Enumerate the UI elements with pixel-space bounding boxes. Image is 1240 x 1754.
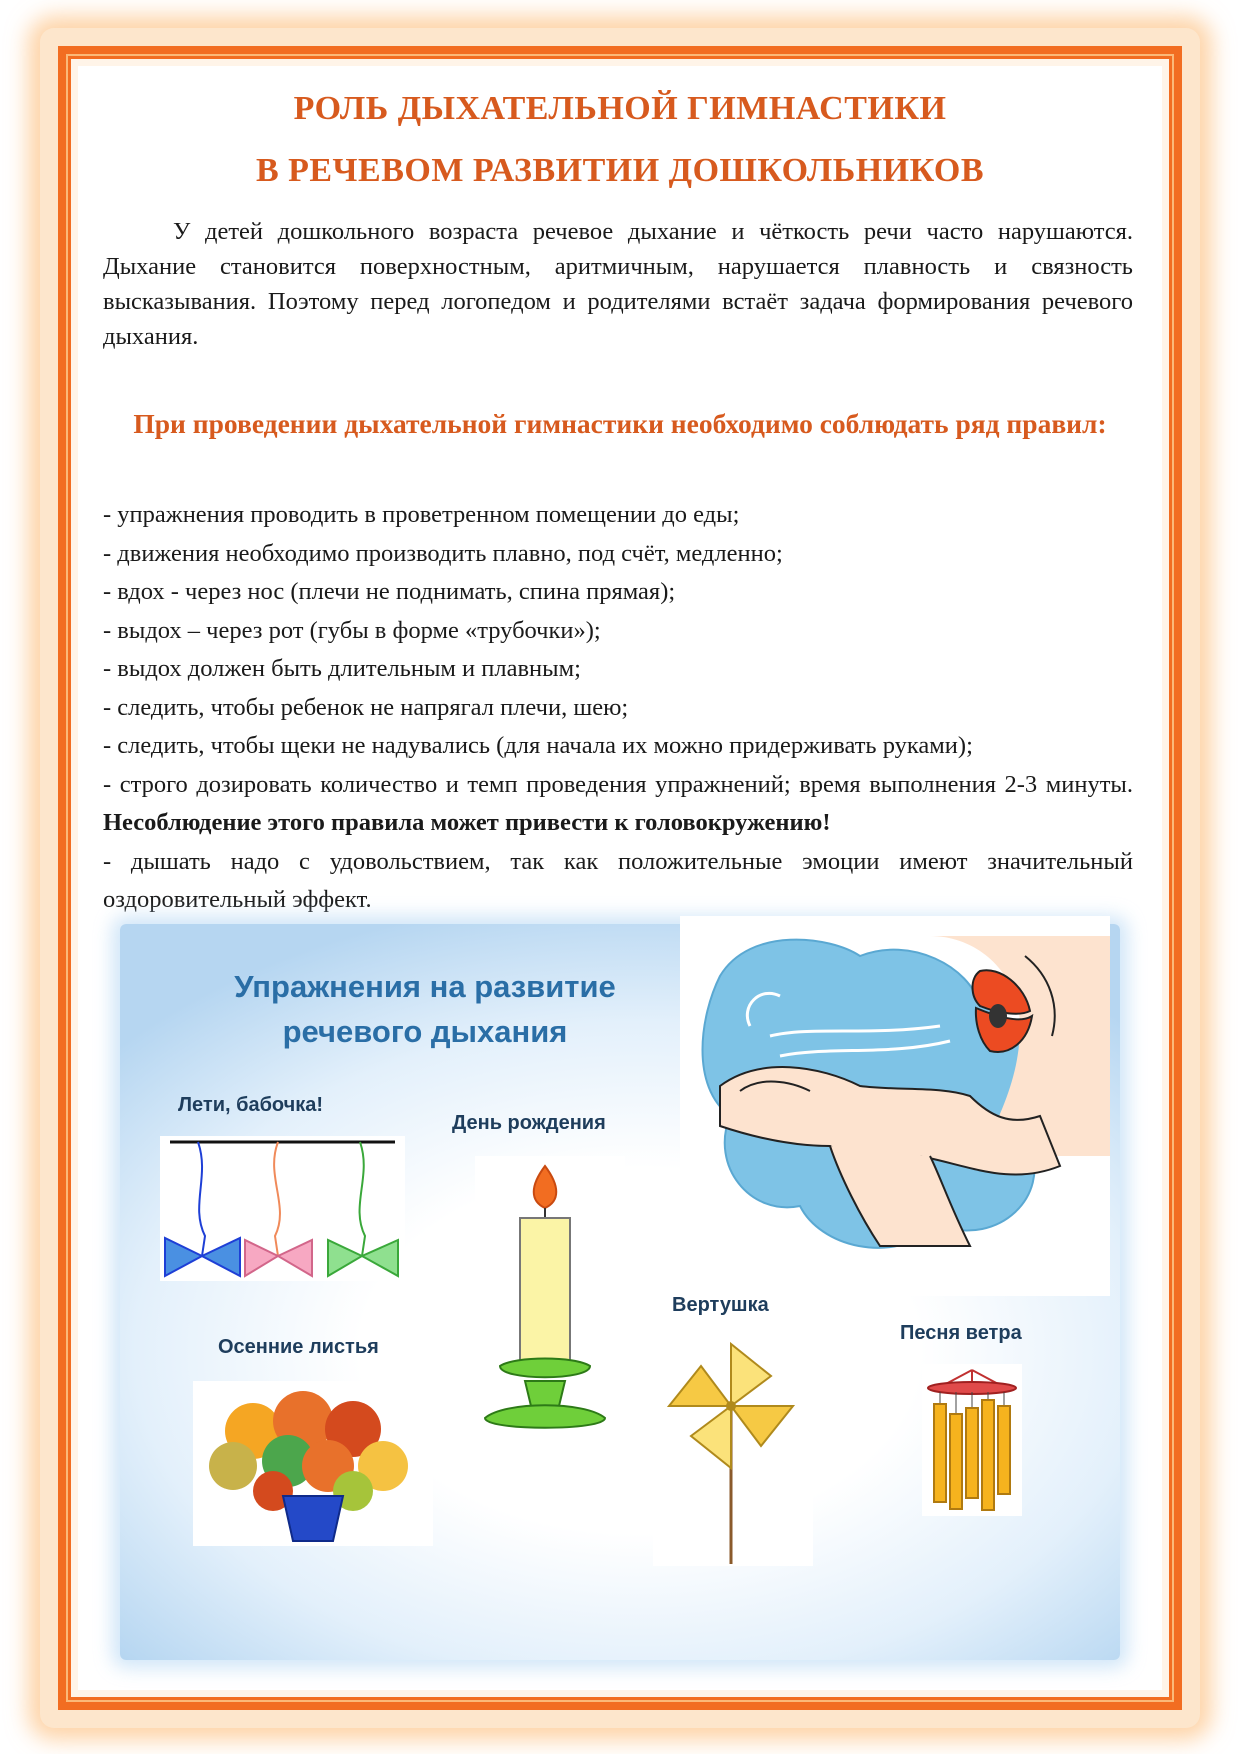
poster-title-line-2: В РЕЧЕВОМ РАЗВИТИИ ДОШКОЛЬНИКОВ xyxy=(255,152,985,189)
rule-item: - дышать надо с удовольствием, так как положительные эмоции имеют значительный оздоровительный эффект. xyxy=(103,847,1133,913)
exercise-label-autumn: Осенние листья xyxy=(218,1336,379,1358)
rule-item: - выдох должен быть длительным и плавным; xyxy=(103,655,581,682)
pinwheel-icon xyxy=(653,1336,813,1566)
exercise-label-birthday: День рождения xyxy=(452,1112,606,1134)
exercise-label-pinwheel: Вертушка xyxy=(672,1294,769,1316)
rule-item: - упражнения проводить в проветренном помещении до еды; xyxy=(103,501,740,528)
poster-content xyxy=(78,66,1162,1690)
exercise-label-wind-song: Песня ветра xyxy=(900,1322,1022,1344)
blowing-on-palm-icon xyxy=(680,916,1110,1296)
rule-item: - движения необходимо производить плавно, под счёт, медленно; xyxy=(103,539,783,567)
intro-paragraph: У детей дошкольного возраста речевое дыхание и чёткость речи часто нарушаются. Дыхание становится поверхностным, аритмичным, нарушается плавность и связность высказывания. Поэтому перед логопедом и родителями встаёт задача формирования речевого дыхания. xyxy=(103,218,1133,350)
rule-item: - следить, чтобы щеки не надувались (для начала их можно придерживать руками); xyxy=(103,732,973,759)
rules-list xyxy=(103,496,1133,920)
rule-dosage-text: - строго дозировать количество и темп проведения упражнений; время выполнения 2-3 минуты. xyxy=(103,770,1133,798)
candle-icon xyxy=(475,1156,625,1436)
poster-title-line-1: РОЛЬ ДЫХАТЕЛЬНОЙ ГИМНАСТИКИ xyxy=(293,90,947,127)
rule-item-dosage xyxy=(103,766,1133,843)
wind-chime-icon xyxy=(922,1364,1022,1516)
rule-item: - следить, чтобы ребенок не напрягал плечи, шею; xyxy=(103,693,629,721)
rule-item: - выдох – через рот (губы в форме «трубочки»); xyxy=(103,616,601,644)
rule-dosage-warning: Несоблюдение этого правила может привести к головокружению! xyxy=(103,809,831,836)
autumn-leaves-icon xyxy=(193,1381,433,1546)
exercise-label-butterfly: Лети, бабочка! xyxy=(178,1094,324,1116)
exercises-panel xyxy=(120,924,1120,1660)
exercises-title: Упражнения на развитие речевого дыхания xyxy=(234,969,616,1049)
rule-item: - вдох - через нос (плечи не поднимать, спина прямая); xyxy=(103,578,676,605)
butterfly-bows-icon xyxy=(160,1136,405,1281)
rules-heading: При проведении дыхательной гимнастики необходимо соблюдать ряд правил: xyxy=(133,408,1107,439)
